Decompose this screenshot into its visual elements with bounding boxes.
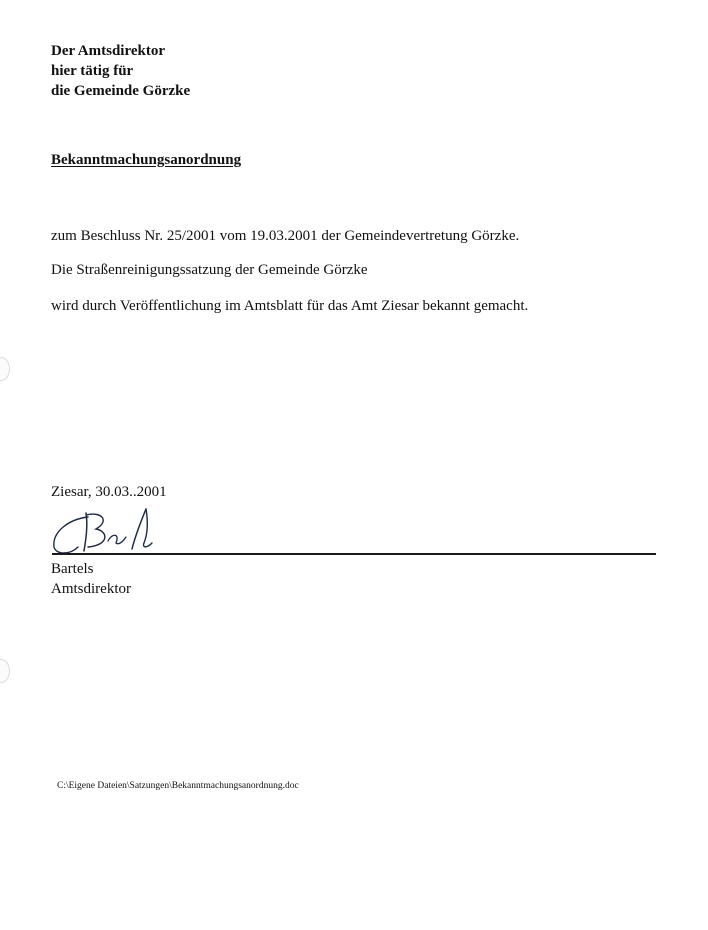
signer-title: Amtsdirektor: [51, 581, 131, 597]
body-line-resolution: zum Beschluss Nr. 25/2001 vom 19.03.2001 der Gemeindevertretung Görzke.: [51, 228, 520, 244]
sender-line-2: hier tätig für: [51, 63, 134, 79]
body-line-statute: Die Straßenreinigungssatzung der Gemeinde Görzke: [51, 262, 368, 278]
sender-line-1: Der Amtsdirektor: [51, 43, 166, 59]
signer-block: [51, 559, 131, 599]
signature-line: [52, 553, 656, 555]
punch-hole-mark: [0, 659, 10, 683]
body-line-publication: wird durch Veröffentlichung im Amtsblatt für das Amt Ziesar bekannt gemacht.: [51, 298, 529, 314]
sender-line-3: die Gemeinde Görzke: [51, 83, 191, 99]
punch-hole-mark: [0, 357, 10, 381]
file-path-footer: C:\Eigene Dateien\Satzungen\Bekanntmachungsanordnung.doc: [57, 781, 299, 791]
sender-block: [51, 41, 190, 101]
signer-name: Bartels: [51, 561, 94, 577]
document-heading: Bekanntmachungsanordnung: [51, 152, 242, 168]
place-and-date: Ziesar, 30.03..2001: [51, 484, 167, 500]
